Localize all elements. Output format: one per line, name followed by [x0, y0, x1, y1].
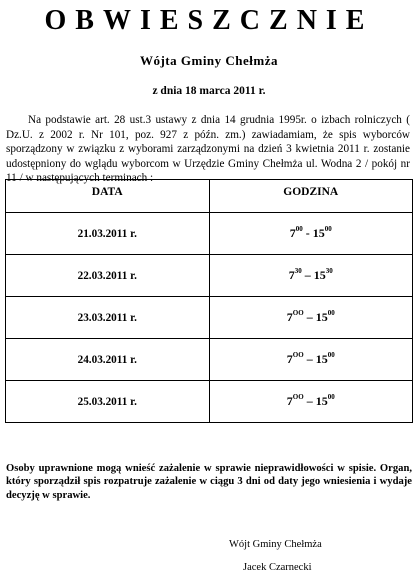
table-row — [6, 255, 413, 297]
time-cell — [209, 339, 413, 381]
date-cell: 23.03.2011 r. — [6, 297, 210, 339]
time-start-hour: 7 — [288, 268, 295, 282]
time-end-hour: 15 — [315, 394, 328, 408]
time-start-hour: 7 — [286, 352, 293, 366]
table-header-row — [6, 180, 413, 213]
time-separator: – — [301, 268, 314, 282]
table-row — [6, 297, 413, 339]
body-paragraph: Na podstawie art. 28 ust.3 ustawy z dnia 14 grudnia 1995r. o izbach rolniczych ( Dz.U. z 2002 r. Nr 101, poz. 927 z późn. zm.) zawiadamiam, że spis wyborców sporządzony w związku z wyborami zarządzonymi na dzień 3 kwietnia 2011 r. zostanie udostępniony do wglądu wyborcom w Urzędzie Gminy Chełmża ul. Wodna 2 / pokój nr 11 / w następujących terminach : — [6, 114, 410, 185]
time-separator: – — [303, 394, 316, 408]
date-cell: 22.03.2011 r. — [6, 255, 210, 297]
column-header-date: DATA — [6, 180, 210, 213]
time-cell — [209, 297, 413, 339]
complaint-notice: Osoby uprawnione mogą wnieść zażalenie w sprawie nieprawidłowości w spisie. Organ, który sporządził spis rozpatruje zażalenie w ciągu 3 dni od daty jego wniesienia i wydaje decyzję w sprawie. — [6, 463, 412, 501]
document-date: z dnia 18 marca 2011 r. — [152, 85, 266, 97]
time-end-hour: 15 — [315, 310, 328, 324]
time-end-minute: 00 — [324, 225, 332, 233]
date-cell: 24.03.2011 r. — [6, 339, 210, 381]
time-start-minute: OO — [292, 309, 304, 317]
time-start-hour: 7 — [286, 310, 293, 324]
time-cell — [209, 213, 413, 255]
time-end-hour: 15 — [315, 352, 328, 366]
table-row — [6, 213, 413, 255]
time-start-hour: 7 — [289, 226, 296, 240]
time-end-minute: 00 — [327, 351, 335, 359]
time-cell — [209, 255, 413, 297]
schedule-table — [5, 179, 413, 423]
time-start-minute: OO — [292, 351, 304, 359]
time-start-minute: OO — [292, 393, 304, 401]
time-end-minute: 00 — [327, 309, 335, 317]
time-end-hour: 15 — [313, 268, 326, 282]
time-separator: - — [302, 226, 313, 240]
time-start-minute: 30 — [294, 267, 302, 275]
time-end-hour: 15 — [312, 226, 325, 240]
time-start-minute: 00 — [295, 225, 303, 233]
time-cell — [209, 381, 413, 423]
signature-office: Wójt Gminy Chełmża — [229, 539, 322, 550]
document-title: OBWIESZCZNIE — [44, 5, 374, 36]
table-row — [6, 381, 413, 423]
date-cell: 25.03.2011 r. — [6, 381, 210, 423]
table-row — [6, 339, 413, 381]
document-subtitle: Wójta Gminy Chełmża — [139, 53, 279, 68]
time-separator: – — [303, 310, 316, 324]
time-end-minute: 00 — [327, 393, 335, 401]
date-cell: 21.03.2011 r. — [6, 213, 210, 255]
column-header-time: GODZINA — [209, 180, 413, 213]
time-separator: – — [303, 352, 316, 366]
signature-name: Jacek Czarnecki — [243, 562, 312, 573]
time-end-minute: 30 — [325, 267, 333, 275]
time-start-hour: 7 — [286, 394, 293, 408]
